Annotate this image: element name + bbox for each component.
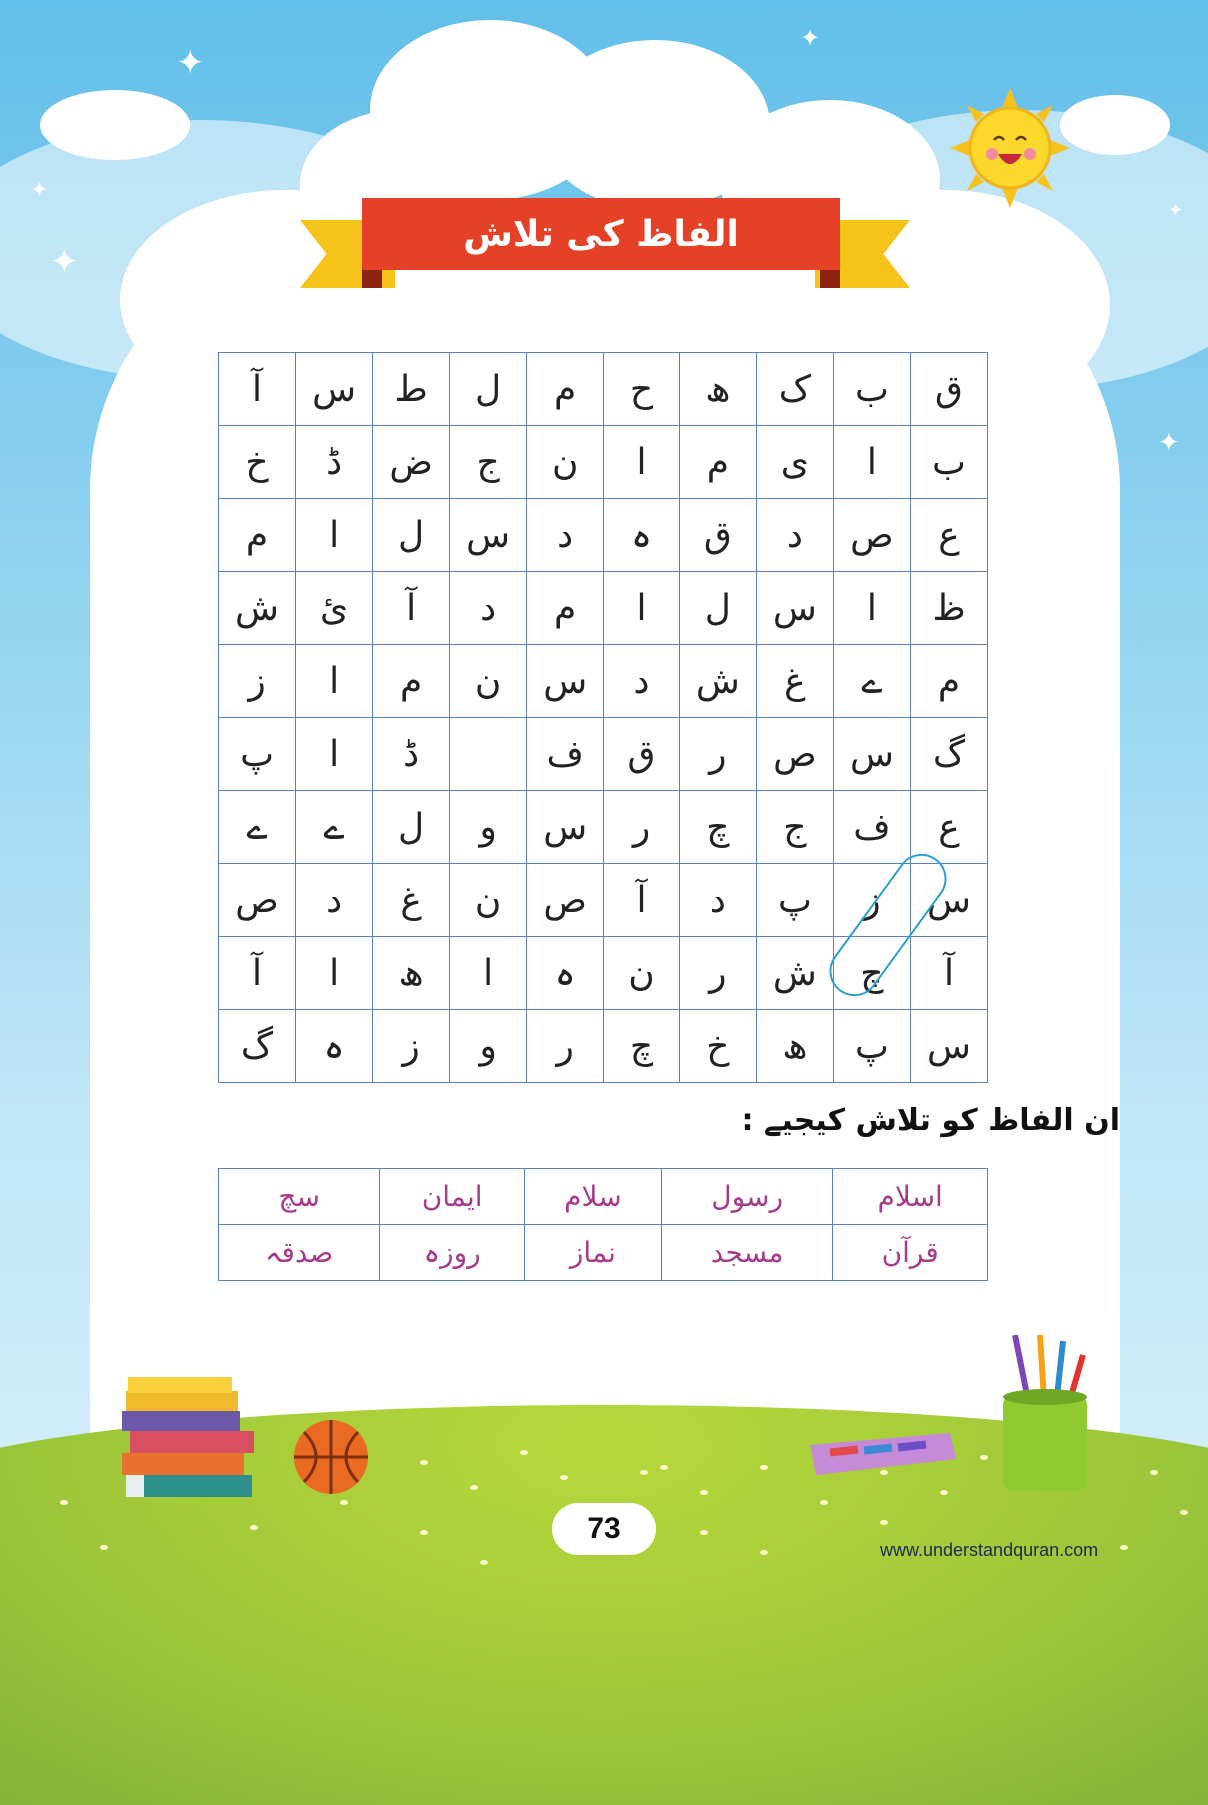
grid-cell[interactable]: م	[373, 645, 450, 718]
grass-flower	[880, 1520, 888, 1525]
grid-cell[interactable]: ن	[450, 864, 527, 937]
grid-cell[interactable]: ڈ	[296, 426, 373, 499]
grid-cell[interactable]: م	[527, 572, 604, 645]
grid-cell[interactable]: غ	[756, 645, 833, 718]
grid-cell[interactable]: ف	[833, 791, 910, 864]
grid-cell[interactable]: س	[450, 499, 527, 572]
grid-cell[interactable]: و	[450, 1010, 527, 1083]
grid-cell[interactable]: ا	[296, 645, 373, 718]
grid-cell[interactable]: ھ	[756, 1010, 833, 1083]
grid-cell[interactable]: ھ	[373, 937, 450, 1010]
grid-cell[interactable]: س	[833, 718, 910, 791]
grid-cell[interactable]: ا	[296, 499, 373, 572]
word-to-find: صدقہ	[219, 1225, 380, 1281]
grass-flower	[480, 1560, 488, 1565]
word-to-find: سچ	[219, 1169, 380, 1225]
grid-cell[interactable]: ل	[373, 499, 450, 572]
grid-cell[interactable]: ر	[679, 937, 756, 1010]
grid-cell[interactable]: ڈ	[373, 718, 450, 791]
grid-cell[interactable]: ک	[756, 353, 833, 426]
sparkle-icon: ✦	[176, 43, 205, 83]
cloud	[40, 90, 190, 160]
grass-flower	[760, 1465, 768, 1470]
word-to-find: سلام	[524, 1169, 661, 1225]
ribbon-fold	[362, 268, 382, 288]
instruction-text: ان الفاظ کو تلاش کیجیے :	[741, 1103, 1120, 1138]
grid-cell[interactable]: ق	[679, 499, 756, 572]
grid-cell[interactable]: ل	[679, 572, 756, 645]
grid-cell[interactable]: د	[450, 572, 527, 645]
grid-cell[interactable]: ا	[296, 718, 373, 791]
grass-flower	[660, 1465, 668, 1470]
grid-cell[interactable]: چ	[679, 791, 756, 864]
grid-row	[219, 718, 988, 791]
grid-cell[interactable]: ص	[756, 718, 833, 791]
grid-cell[interactable]: س	[910, 864, 987, 937]
grid-cell[interactable]: ع	[910, 791, 987, 864]
books-icon	[118, 1375, 258, 1500]
grid-cell[interactable]: ش	[679, 645, 756, 718]
grid-cell[interactable]: ط	[373, 353, 450, 426]
grid-cell[interactable]: ے	[296, 791, 373, 864]
grid-cell[interactable]: چ	[833, 937, 910, 1010]
basketball-icon	[292, 1418, 370, 1496]
grid-cell[interactable]: ق	[910, 353, 987, 426]
grid-cell[interactable]: م	[527, 353, 604, 426]
grass-flower	[940, 1490, 948, 1495]
grid-cell[interactable]: م	[219, 499, 296, 572]
grid-cell[interactable]: ا	[604, 426, 680, 499]
grass-flower	[980, 1455, 988, 1460]
grass-flower	[100, 1545, 108, 1550]
sparkle-icon: ✦	[1158, 428, 1180, 458]
word-to-find: مسجد	[661, 1225, 832, 1281]
grass-flower	[1180, 1510, 1188, 1515]
word-to-find: نماز	[524, 1225, 661, 1281]
grid-cell[interactable]: ج	[756, 791, 833, 864]
grid-row	[219, 645, 988, 718]
grid-cell[interactable]: س	[296, 353, 373, 426]
sparkle-icon: ✦	[490, 28, 511, 56]
word-to-find: رسول	[661, 1169, 832, 1225]
grid-cell[interactable]: ز	[833, 864, 910, 937]
grid-cell[interactable]: غ	[373, 864, 450, 937]
grid-cell[interactable]: ا	[833, 572, 910, 645]
grid-cell[interactable]: آ	[219, 353, 296, 426]
grid-cell[interactable]: م	[910, 645, 987, 718]
grid-cell[interactable]: پ	[219, 718, 296, 791]
cloud	[1060, 95, 1170, 155]
grid-cell[interactable]: ش	[219, 572, 296, 645]
grid-cell[interactable]: آ	[910, 937, 987, 1010]
grid-cell[interactable]: ی	[756, 426, 833, 499]
grass-flower	[1150, 1470, 1158, 1475]
grid-cell[interactable]: ر	[679, 718, 756, 791]
grid-cell[interactable]: ب	[833, 353, 910, 426]
grid-cell[interactable]: ق	[604, 718, 680, 791]
grid-cell[interactable]: ش	[756, 937, 833, 1010]
grid-cell[interactable]: ح	[604, 353, 680, 426]
word-to-find: قرآن	[833, 1225, 988, 1281]
grid-cell[interactable]: د	[756, 499, 833, 572]
grid-row	[219, 499, 988, 572]
grid-row	[219, 353, 988, 426]
sparkle-icon: ✦	[50, 242, 79, 282]
grid-cell[interactable]: د	[604, 645, 680, 718]
grid-cell[interactable]: ن	[450, 645, 527, 718]
grid-cell[interactable]: د	[527, 499, 604, 572]
sparkle-icon: ✦	[800, 24, 821, 52]
grid-cell[interactable]: ض	[373, 426, 450, 499]
crayon-box-icon	[800, 1425, 960, 1485]
grass-flower	[60, 1500, 68, 1505]
grass-flower	[340, 1500, 348, 1505]
grid-cell[interactable]: ھ	[679, 353, 756, 426]
grass-flower	[470, 1485, 478, 1490]
title-banner	[300, 198, 910, 293]
grid-cell[interactable]: ہ	[604, 499, 680, 572]
word-to-find: روزہ	[380, 1225, 525, 1281]
grid-cell[interactable]: آ	[373, 572, 450, 645]
grass-flower	[420, 1460, 428, 1465]
grass-flower	[250, 1525, 258, 1530]
grass-flower	[420, 1530, 428, 1535]
word-list-table	[218, 1168, 988, 1281]
grid-cell[interactable]: ف	[527, 718, 604, 791]
grid-cell[interactable]: ج	[450, 426, 527, 499]
grid-cell[interactable]: گ	[910, 718, 987, 791]
grid-cell[interactable]: ص	[833, 499, 910, 572]
grid-row	[219, 791, 988, 864]
grid-cell[interactable]: س	[527, 645, 604, 718]
grid-cell[interactable]: ا	[450, 937, 527, 1010]
grid-cell[interactable]: د	[679, 864, 756, 937]
grid-cell[interactable]: ص	[219, 864, 296, 937]
grid-cell[interactable]: ل	[373, 791, 450, 864]
grid-cell[interactable]: خ	[219, 426, 296, 499]
grid-cell[interactable]: ا	[296, 937, 373, 1010]
grid-cell[interactable]: ع	[910, 499, 987, 572]
page-title: الفاظ کی تلاش	[362, 198, 840, 270]
grid-cell[interactable]: و	[450, 791, 527, 864]
grid-cell[interactable]: ئ	[296, 572, 373, 645]
grid-cell[interactable]: س	[910, 1010, 987, 1083]
sparkle-icon: ✦	[30, 178, 49, 203]
grid-row	[219, 572, 988, 645]
grid-cell[interactable]: ظ	[910, 572, 987, 645]
grid-cell[interactable]: د	[296, 864, 373, 937]
grid-cell[interactable]: س	[756, 572, 833, 645]
grid-cell[interactable]: ز	[219, 645, 296, 718]
grid-cell[interactable]: آ	[219, 937, 296, 1010]
grid-cell[interactable]: ر	[604, 791, 680, 864]
grid-cell[interactable]: خ	[679, 1010, 756, 1083]
grid-cell[interactable]: ر	[527, 1010, 604, 1083]
grid-cell[interactable]: ہ	[527, 937, 604, 1010]
grass-flower	[700, 1530, 708, 1535]
grid-cell[interactable]: ے	[833, 645, 910, 718]
grass-flower	[640, 1470, 648, 1475]
grid-cell[interactable]: ص	[527, 864, 604, 937]
grid-cell[interactable]: گ	[219, 1010, 296, 1083]
grass-flower	[700, 1490, 708, 1495]
grass-flower	[1120, 1545, 1128, 1550]
grid-cell[interactable]	[450, 718, 527, 791]
grass-flower	[820, 1500, 828, 1505]
grid-cell[interactable]: ل	[450, 353, 527, 426]
grass-flower	[560, 1475, 568, 1480]
ribbon-fold	[820, 268, 840, 288]
grid-row	[219, 1010, 988, 1083]
sun-icon	[950, 88, 1070, 208]
grid-cell[interactable]: ن	[527, 426, 604, 499]
pencil-cup-icon	[995, 1335, 1095, 1495]
grass-flower	[520, 1450, 528, 1455]
grid-cell[interactable]: ن	[604, 937, 680, 1010]
word-to-find: ایمان	[380, 1169, 525, 1225]
grid-cell[interactable]: س	[527, 791, 604, 864]
grid-cell[interactable]: ب	[910, 426, 987, 499]
word-to-find: اسلام	[833, 1169, 988, 1225]
grid-cell[interactable]: پ	[833, 1010, 910, 1083]
grid-row	[219, 426, 988, 499]
grid-cell[interactable]: م	[679, 426, 756, 499]
grass-flower	[760, 1550, 768, 1555]
sparkle-icon: ✦	[1168, 200, 1184, 221]
grid-cell[interactable]: چ	[604, 1010, 680, 1083]
grid-cell[interactable]: آ	[604, 864, 680, 937]
grid-cell[interactable]: ا	[833, 426, 910, 499]
website-link[interactable]: www.understandquran.com	[880, 1540, 1099, 1560]
word-list-row	[219, 1225, 988, 1281]
grid-cell[interactable]: ہ	[296, 1010, 373, 1083]
grid-cell[interactable]: پ	[756, 864, 833, 937]
grid-cell[interactable]: ز	[373, 1010, 450, 1083]
word-list-row	[219, 1169, 988, 1225]
page-number: 73	[552, 1503, 656, 1555]
grid-cell[interactable]: ے	[219, 791, 296, 864]
grid-cell[interactable]: ا	[604, 572, 680, 645]
